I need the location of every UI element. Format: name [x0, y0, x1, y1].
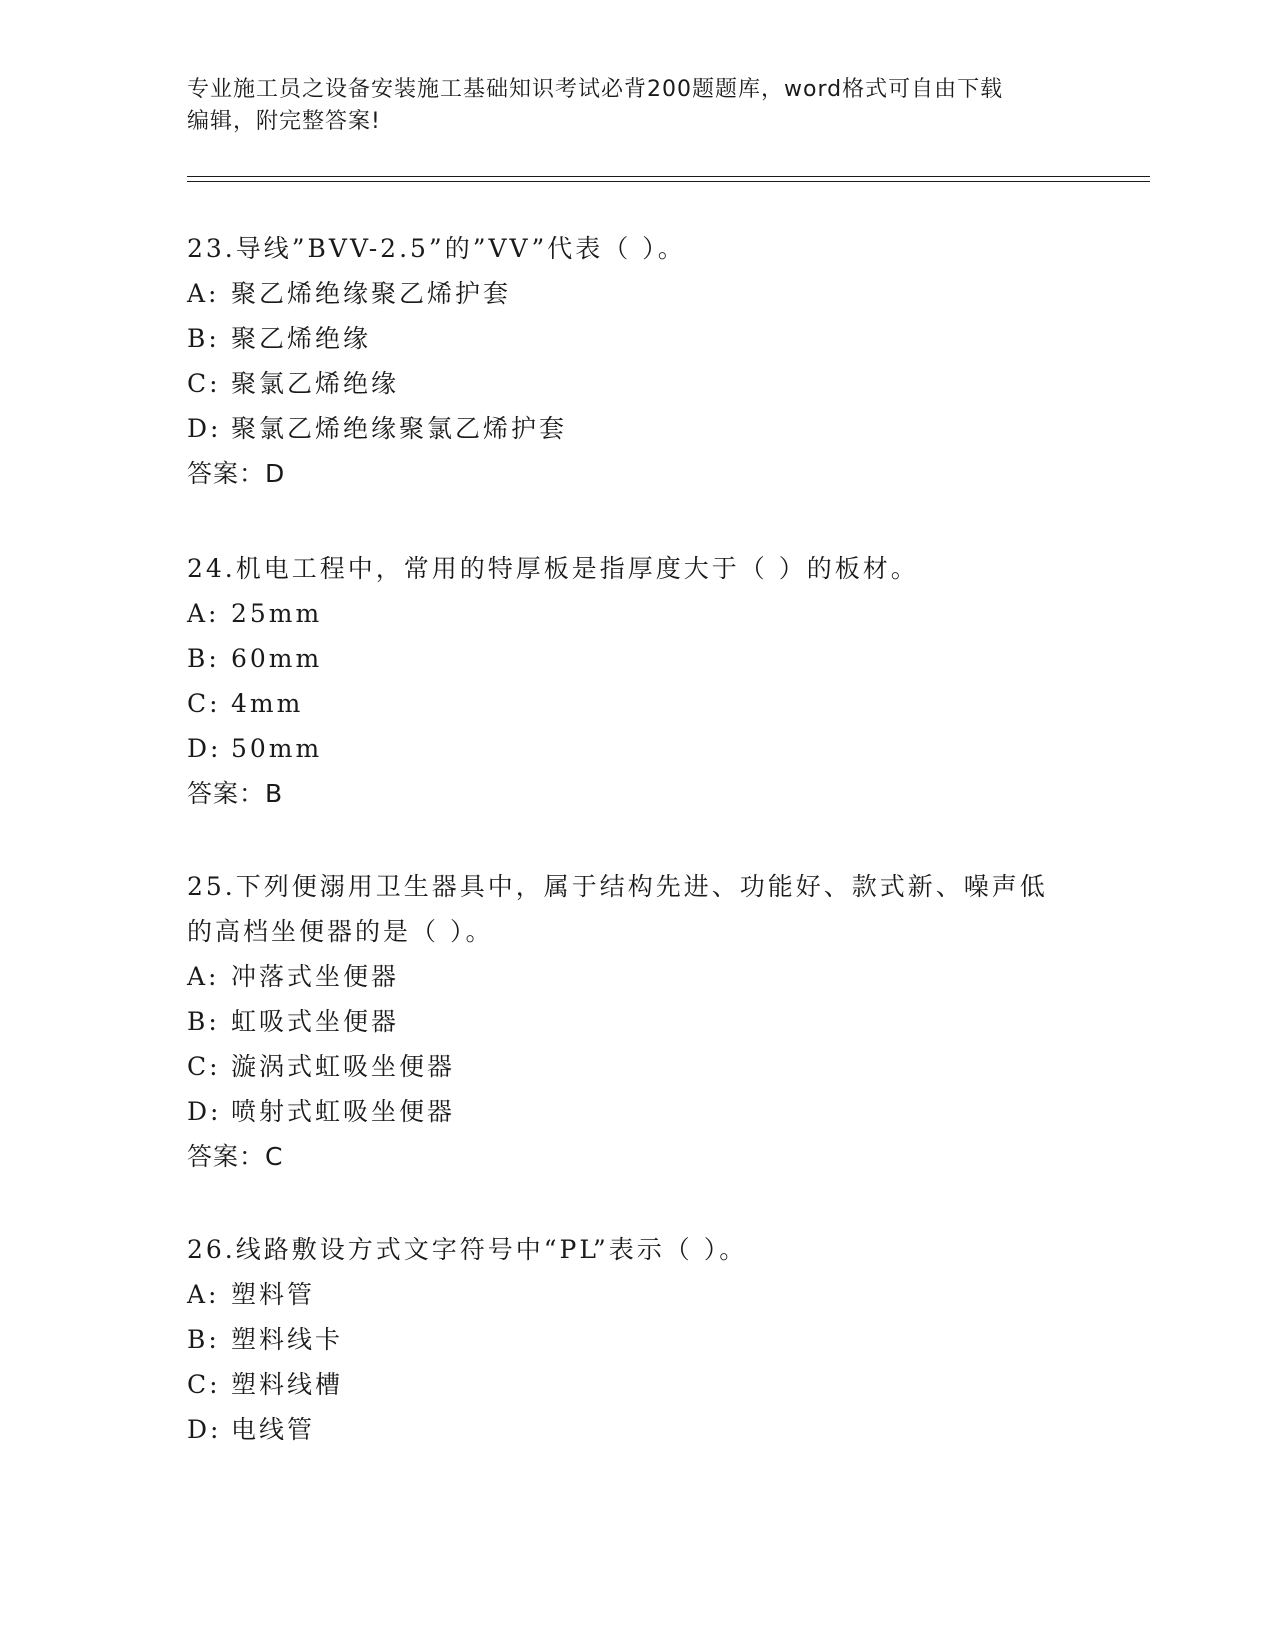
option-key: A:	[187, 599, 220, 628]
option-text: 聚氯乙烯绝缘	[231, 369, 400, 398]
option-text: 60mm	[231, 644, 323, 673]
question-stem-line-2: 的高档坐便器的是（ ）。	[187, 917, 494, 946]
option-a	[187, 1272, 1087, 1317]
option-key: A:	[187, 279, 220, 308]
answer-text: 答案：B	[187, 779, 284, 808]
header-title-line-1: 专业施工员之设备安装施工基础知识考试必背200题题库，word格式可自由下载	[187, 77, 1004, 102]
question-stem: 26.线路敷设方式文字符号中“PL”表示（ ）。	[187, 1235, 748, 1264]
document-header	[187, 74, 1067, 138]
option-c	[187, 1362, 1087, 1407]
option-b	[187, 636, 1087, 681]
option-d	[187, 1407, 1087, 1452]
question-26	[187, 1227, 1087, 1452]
header-divider-top	[187, 176, 1150, 177]
option-text: 塑料管	[231, 1280, 316, 1309]
option-key: D:	[187, 1097, 222, 1126]
header-divider-bottom	[187, 181, 1150, 182]
option-key: B:	[187, 644, 220, 673]
option-c	[187, 1044, 1087, 1089]
option-text: 塑料线卡	[231, 1325, 344, 1354]
option-b	[187, 316, 1087, 361]
question-stem-line-1: 25.下列便溺用卫生器具中，属于结构先进、功能好、款式新、噪声低	[187, 872, 1048, 901]
question-25	[187, 864, 1087, 1179]
option-text: 聚乙烯绝缘聚乙烯护套	[231, 279, 512, 308]
answer-text: 答案：C	[187, 1142, 284, 1171]
option-text: 50mm	[231, 734, 323, 763]
option-text: 冲落式坐便器	[231, 962, 400, 991]
option-key: D:	[187, 1415, 222, 1444]
option-a	[187, 591, 1087, 636]
option-key: C:	[187, 1052, 221, 1081]
option-key: C:	[187, 369, 221, 398]
option-text: 漩涡式虹吸坐便器	[231, 1052, 456, 1081]
question-24	[187, 546, 1087, 816]
option-text: 虹吸式坐便器	[231, 1007, 400, 1036]
option-key: A:	[187, 1280, 220, 1309]
option-d	[187, 1089, 1087, 1134]
option-text: 喷射式虹吸坐便器	[231, 1097, 456, 1126]
option-c	[187, 361, 1087, 406]
option-d	[187, 726, 1087, 771]
option-b	[187, 999, 1087, 1044]
question-23	[187, 226, 1087, 496]
option-key: D:	[187, 414, 222, 443]
option-key: B:	[187, 324, 220, 353]
option-b	[187, 1317, 1087, 1362]
answer-text: 答案：D	[187, 459, 286, 488]
option-text: 4mm	[231, 689, 304, 718]
option-a	[187, 271, 1087, 316]
option-key: C:	[187, 689, 221, 718]
option-d	[187, 406, 1087, 451]
option-text: 聚乙烯绝缘	[231, 324, 372, 353]
option-c	[187, 681, 1087, 726]
option-key: B:	[187, 1325, 220, 1354]
option-key: D:	[187, 734, 222, 763]
option-a	[187, 954, 1087, 999]
option-text: 聚氯乙烯绝缘聚氯乙烯护套	[231, 414, 568, 443]
option-text: 25mm	[231, 599, 323, 628]
header-title-line-2: 编辑，附完整答案!	[187, 109, 381, 134]
option-text: 塑料线槽	[231, 1370, 344, 1399]
option-text: 电线管	[231, 1415, 316, 1444]
question-stem: 23.导线”BVV-2.5”的”VV”代表（ ）。	[187, 234, 686, 263]
question-stem: 24.机电工程中，常用的特厚板是指厚度大于（ ）的板材。	[187, 554, 919, 583]
option-key: B:	[187, 1007, 220, 1036]
option-key: C:	[187, 1370, 221, 1399]
option-key: A:	[187, 962, 220, 991]
